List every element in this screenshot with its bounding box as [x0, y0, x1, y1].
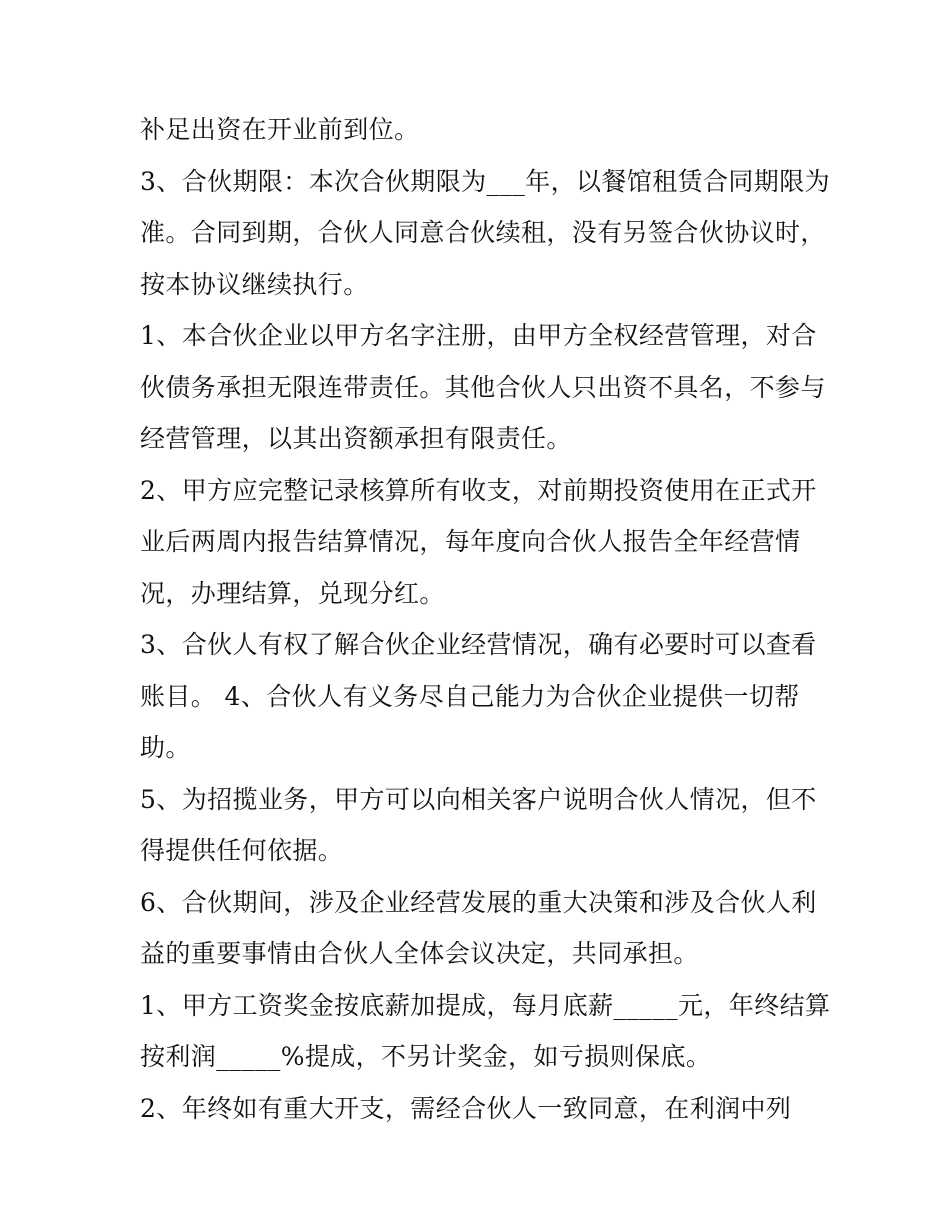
text-line-10: 况，办理结算，兑现分红。	[140, 578, 445, 608]
text-line-17: 益的重要事情由合伙人全体会议决定，共同承担。	[140, 939, 699, 968]
text-line-19: 按利润_____%提成，不另计奖金，如亏损则保底。	[140, 1042, 712, 1071]
text-line-20: 2、年终如有重大开支，需经合伙人一致同意，在利润中列	[140, 1093, 792, 1123]
text-line-18: 1、甲方工资奖金按底薪加提成，每月底薪_____元，年终结算	[140, 990, 831, 1020]
text-line-13: 助。	[140, 733, 191, 762]
text-line-3: 准。合同到期，合伙人同意合伙续租，没有另签合伙协议时，	[140, 218, 826, 247]
text-line-11: 3、合伙人有权了解合伙企业经营情况，确有必要时可以查看	[140, 630, 817, 659]
text-line-8: 2、甲方应完整记录核算所有收支，对前期投资使用在正式开	[140, 475, 817, 505]
text-line-9: 业后两周内报告结算情况，每年度向合伙人报告全年经营情	[140, 527, 801, 556]
text-line-6: 伙债务承担无限连带责任。其他合伙人只出资不具名，不参与	[140, 372, 826, 402]
text-line-7: 经营管理，以其出资额承担有限责任。	[140, 424, 572, 453]
text-line-12: 账目。 4、合伙人有义务尽自己能力为合伙企业提供一切帮	[140, 681, 800, 711]
text-line-15: 得提供任何依据。	[140, 836, 344, 865]
text-line-14: 5、为招揽业务，甲方可以向相关客户说明合伙人情况，但不	[140, 784, 817, 814]
text-line-4: 按本协议继续执行。	[140, 269, 369, 299]
text-line-1: 补足出资在开业前到位。	[140, 115, 420, 144]
text-line-2: 3、合伙期限：本次合伙期限为___年，以餐馆租赁合同期限为	[140, 166, 831, 196]
document-body	[140, 104, 831, 1134]
text-line-16: 6、合伙期间，涉及企业经营发展的重大决策和涉及合伙人利	[140, 887, 817, 917]
text-line-5: 1、本合伙企业以甲方名字注册，由甲方全权经营管理，对合	[140, 321, 817, 350]
